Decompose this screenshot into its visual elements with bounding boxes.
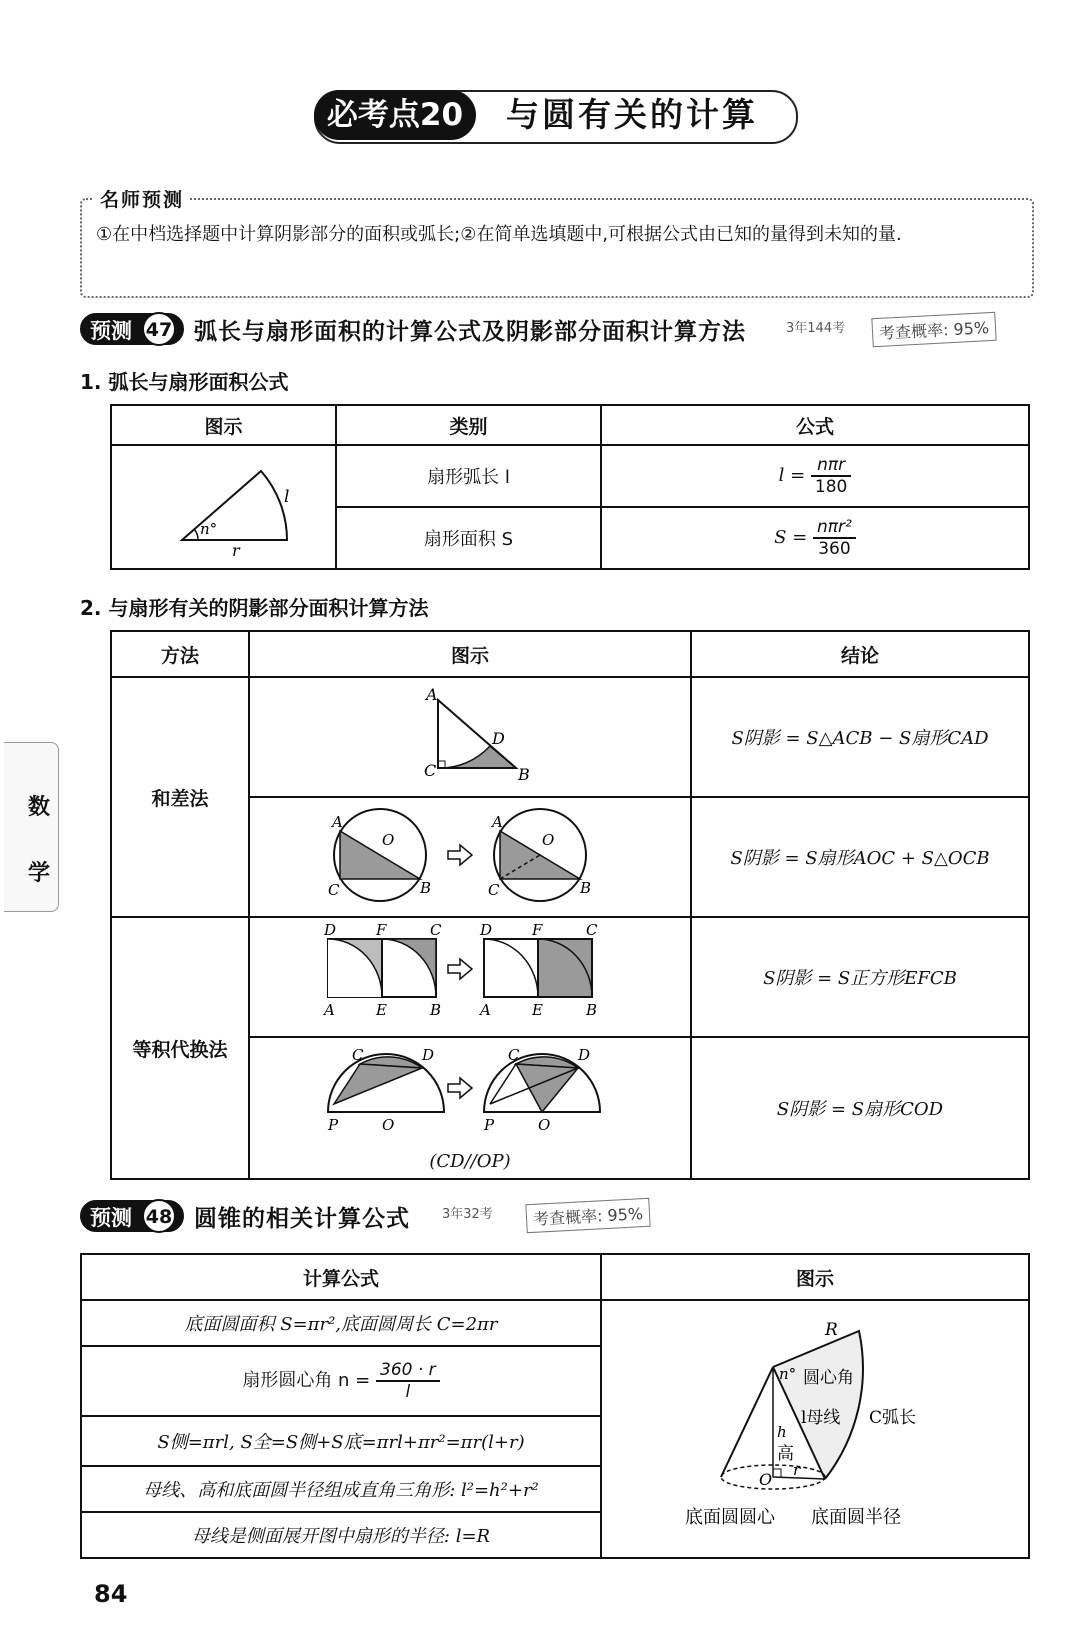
sq-left-B: B <box>430 1000 442 1019</box>
right-label-B: B <box>580 878 592 897</box>
sq-left-C: C <box>430 922 442 939</box>
right-label-C: C <box>488 880 500 899</box>
prediction-text: ①在中档选择题中计算阴影部分的面积或弧长;②在简单选填题中,可根据公式由已知的量得到未知的量. <box>96 224 902 245</box>
table1-header-figure: 图示 <box>111 405 336 445</box>
table3-header-formula: 计算公式 <box>81 1254 601 1300</box>
sq-right-C: C <box>586 922 598 939</box>
table1-category-arc: 扇形弧长 l <box>336 445 601 507</box>
left-label-B: B <box>420 878 432 897</box>
cone-label-base-radius: 底面圆半径 <box>811 1506 901 1528</box>
section47-title: 弧长与扇形面积的计算公式及阴影部分面积计算方法 <box>194 319 746 345</box>
area-formula-lhs: S = <box>774 527 808 548</box>
sq-right-D: D <box>480 922 493 939</box>
sector-arc-label: l <box>283 486 289 507</box>
transform-arrow-icon-2 <box>448 959 472 979</box>
circle-figure-cell <box>249 797 691 917</box>
cone-formula-table <box>80 1253 1030 1559</box>
cone-figure-cell <box>601 1300 1029 1558</box>
method-equal-area-substitution: 等积代换法 <box>111 917 249 1179</box>
cone-row-base: 底面圆面积 S=πr²,底面圆周长 C=2πr <box>81 1300 601 1346</box>
semicircle-figure-cell <box>249 1037 691 1179</box>
semi-left-D: D <box>422 1046 435 1064</box>
left-label-O: O <box>382 830 395 849</box>
sector-diagram <box>124 450 324 560</box>
table3-header-figure: 图示 <box>601 1254 1029 1300</box>
sector-figure-cell <box>111 445 336 569</box>
cone-label-R: R <box>825 1319 838 1340</box>
cone-angle-numerator: 360 · r <box>376 1360 440 1382</box>
subsection-2-title: 2. 与扇形有关的阴影部分面积计算方法 <box>80 596 429 620</box>
section47-tag: 预测 <box>80 313 184 345</box>
left-label-C: C <box>328 880 340 899</box>
cone-diagram <box>665 1317 965 1537</box>
prediction-tag: 名师预测 <box>94 185 190 212</box>
subsection-1-title: 1. 弧长与扇形面积公式 <box>80 370 289 394</box>
left-label-A: A <box>332 812 343 831</box>
sq-right-F: F <box>532 922 543 939</box>
sq-left-A: A <box>324 1000 335 1019</box>
cone-row-slant-radius: 母线是侧面展开图中扇形的半径: l=R <box>81 1512 601 1558</box>
cone-label-height: 高 <box>777 1443 794 1464</box>
table1-formula-arc <box>601 445 1029 507</box>
semi-left-O: O <box>382 1116 395 1134</box>
transform-arrow-icon-3 <box>448 1078 472 1098</box>
sq-left-D: D <box>324 922 337 939</box>
arc-sector-formula-table <box>110 404 1030 570</box>
conclusion-4: S阴影 = S扇形COD <box>691 1037 1029 1179</box>
area-formula-numerator: nπr² <box>813 517 856 539</box>
cone-angle-label: 扇形圆心角 n = <box>242 1370 371 1391</box>
arc-formula-numerator: nπr <box>811 455 851 477</box>
page-number: 84 <box>94 1580 128 1608</box>
label-D: D <box>492 728 505 748</box>
cone-row-angle <box>81 1346 601 1416</box>
sq-right-E: E <box>532 1000 543 1019</box>
chapter-tag: 必考点20 <box>314 90 476 140</box>
label-A: A <box>426 684 438 704</box>
sq-right-B: B <box>586 1000 598 1019</box>
square-figure-cell <box>249 917 691 1037</box>
section47-number: 47 <box>142 312 176 346</box>
table1-formula-area <box>601 507 1029 569</box>
right-label-O: O <box>542 830 555 849</box>
sq-right-A: A <box>480 1000 491 1019</box>
label-B: B <box>518 764 530 784</box>
sector-radius-label: r <box>231 540 240 560</box>
sq-left-E: E <box>376 1000 387 1019</box>
side-char-1: 数 <box>27 795 50 820</box>
conclusion-3: S阴影 = S正方形EFCB <box>691 917 1029 1037</box>
subject-side-text <box>26 775 52 907</box>
section47-probability: 考查概率: 95% <box>871 312 996 347</box>
arc-formula-lhs: l = <box>778 465 806 486</box>
right-label-A: A <box>492 812 503 831</box>
table1-header-formula: 公式 <box>601 405 1029 445</box>
conclusion-1: S阴影 = S△ACB − S扇形CAD <box>691 677 1029 797</box>
semi-right-C: C <box>508 1046 520 1064</box>
method-sum-difference: 和差法 <box>111 677 249 917</box>
semi-right-P: P <box>484 1116 495 1134</box>
transform-arrow-icon <box>448 845 472 865</box>
cone-label-h: h <box>777 1422 787 1441</box>
area-formula-fraction <box>813 517 856 559</box>
cone-row-right-triangle: 母线、高和底面圆半径组成直角三角形: l²=h²+r² <box>81 1466 601 1512</box>
table1-category-area: 扇形面积 S <box>336 507 601 569</box>
arc-formula-denominator: 180 <box>814 477 848 497</box>
cone-label-arc: C弧长 <box>869 1407 917 1428</box>
semi-left-P: P <box>328 1116 339 1134</box>
section48-number: 48 <box>142 1199 176 1233</box>
section48-probability: 考查概率: 95% <box>525 1198 650 1233</box>
semi-right-O: O <box>538 1116 551 1134</box>
chapter-title: 与圆有关的计算 <box>506 95 758 134</box>
table1-header-category: 类别 <box>336 405 601 445</box>
table2-header-figure: 图示 <box>249 631 691 677</box>
sector-angle-label: n° <box>199 519 217 538</box>
semicircle-transform-diagram <box>320 1044 620 1144</box>
section48-tag: 预测 <box>80 1200 184 1232</box>
triangle-sector-diagram <box>370 680 570 790</box>
section48-note: 3年32考 <box>442 1207 493 1222</box>
table2-header-method: 方法 <box>111 631 249 677</box>
section48-title: 圆锥的相关计算公式 <box>194 1206 410 1232</box>
sq-left-F: F <box>376 922 387 939</box>
side-char-2: 学 <box>27 861 50 886</box>
area-formula-denominator: 360 <box>818 539 851 559</box>
section47-note: 3年144考 <box>786 321 846 336</box>
semi-right-D: D <box>578 1046 591 1064</box>
table2-header-conclusion: 结论 <box>691 631 1029 677</box>
semicircle-caption: (CD//OP) <box>429 1151 511 1172</box>
cone-label-base-center: 底面圆圆心 <box>685 1506 775 1528</box>
cone-angle-denominator: l <box>405 1382 411 1402</box>
cone-label-n: n° <box>779 1364 797 1383</box>
conclusion-2: S阴影 = S扇形AOC + S△OCB <box>691 797 1029 917</box>
cone-label-center-angle: 圆心角 <box>803 1367 854 1388</box>
circle-transform-diagram <box>320 803 620 907</box>
triangle-sector-figure-cell <box>249 677 691 797</box>
cone-label-r: r <box>793 1460 801 1479</box>
arc-formula-fraction <box>811 455 851 497</box>
cone-label-O: O <box>759 1469 773 1489</box>
square-transform-diagram <box>320 923 620 1027</box>
semi-left-C: C <box>352 1046 364 1064</box>
shaded-area-method-table <box>110 630 1030 1180</box>
cone-angle-fraction <box>376 1360 440 1402</box>
label-C: C <box>424 760 437 780</box>
cone-label-slant: l母线 <box>801 1407 841 1428</box>
cone-row-lateral: S侧=πrl, S全=S侧+S底=πrl+πr²=πr(l+r) <box>81 1416 601 1466</box>
